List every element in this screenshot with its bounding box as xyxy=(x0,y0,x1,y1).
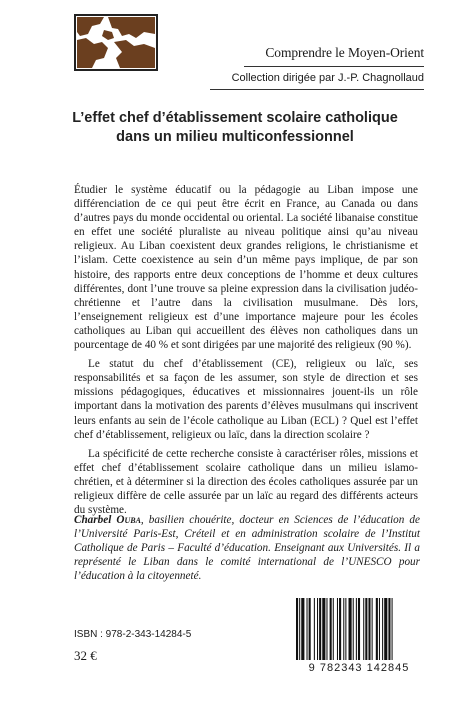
barcode-bar xyxy=(392,598,393,660)
summary-paragraph: Étudier le système éducatif ou la pédagogie au Liban impose une différenciation de ce qui peut être écrit en France, au Canada ou dans d’autres pays du monde occidental ou oriental. La société libanaise constitue en effet une société pluraliste au niveau politique ainsi qu’au niveau religieux. Au Liban coexistent deux grandes religions, le christianisme et l’islam. Cette coexistence au sein d’un même pays implique, de par son histoire, des rapports entre deux conceptions de l’homme et deux cultures différentes, dont l’une trouve sa pleine expression dans la civilisation judéo-chrétienne et l’autre dans la civilisation musulmane. Dès lors, l’enseignement religieux est d’une importance majeure pour les écoles catholiques au Liban qui accueillent des élèves non catholiques dans un pourcentage de 40 % et sont dirigées par une majorité des religieux (90 %). xyxy=(74,184,418,352)
collection-line: Collection dirigée par J.-P. Chagnollaud xyxy=(231,72,424,84)
barcode-bars xyxy=(294,598,424,662)
header-rule-top xyxy=(244,66,424,67)
barcode-bar xyxy=(388,598,390,660)
barcode-bar xyxy=(326,598,327,660)
isbn: ISBN : 978-2-343-14284-5 xyxy=(74,629,192,640)
barcode xyxy=(286,592,432,680)
barcode-bar xyxy=(333,598,334,660)
author-bio-text: , basilien chouérite, docteur en Sciences de l’éducation de l’Université Paris-Est, Créteil et en administration scolaire de l’Institut Catholique de Paris – Faculté d’éducation. Enseignant aux Universités. Il a représenté le Liban dans le comité international de l’UNESCO pour l’éducation à la citoyenneté. xyxy=(74,514,420,583)
publisher-logo xyxy=(74,14,158,71)
book-title xyxy=(30,109,440,147)
book-title-line-1: L’effet chef d’établissement scolaire catholique xyxy=(72,110,398,126)
barcode-bar xyxy=(319,598,321,660)
barcode-bar xyxy=(368,598,370,660)
barcode-bar xyxy=(296,598,298,660)
barcode-bar xyxy=(314,598,315,660)
price: 32 € xyxy=(74,648,97,663)
barcode-bar xyxy=(322,598,325,660)
barcode-bar xyxy=(372,598,373,660)
book-title-line-2: dans un milieu multiconfessionnel xyxy=(116,129,354,145)
barcode-bar xyxy=(356,598,357,660)
barcode-bar xyxy=(376,598,378,660)
barcode-bar xyxy=(309,598,311,660)
series-title: Comprendre le Moyen-Orient xyxy=(265,45,424,60)
barcode-bar xyxy=(363,598,364,660)
barcode-bar xyxy=(339,598,341,660)
barcode-bar xyxy=(301,598,304,660)
barcode-bar xyxy=(382,598,383,660)
barcode-bar xyxy=(358,598,360,660)
summary-paragraph: Le statut du chef d’établissement (CE), religieux ou laïc, ses responsabilités et sa façon de les assumer, son style de direction et ses missions pédagogiques, éducatives et missionnaires jouent-ils un rôle important dans la motivation des parents d’élèves musulmans qui inscrivent leurs enfants au sein de l’école catholique au Liban (ECL) ? Quel est l’effet chef d’établissement, religieux ou laïc, dans la direction scolaire ? xyxy=(74,358,418,441)
header-rule-bottom xyxy=(210,89,424,90)
barcode-bar xyxy=(299,598,300,660)
barcode-bar xyxy=(345,598,346,660)
barcode-bar xyxy=(384,598,387,660)
barcode-number: 9 782343 142845 xyxy=(308,662,410,674)
author-bio xyxy=(74,513,420,583)
barcode-bar xyxy=(343,598,344,660)
author-first-name: Charbel xyxy=(74,514,112,526)
barcode-bar xyxy=(379,598,380,660)
summary-paragraph: La spécificité de cette recherche consiste à caractériser rôles, missions et effet chef d’établissement scolaire catholique dans un milieu islamo-chrétien, et à déterminer si la direction des écoles catholiques assurée par un religieux diffère de celle assurée par un laïc au regard des différents acteurs du système. xyxy=(74,447,418,517)
author-name xyxy=(74,514,141,526)
summary-text xyxy=(74,183,418,522)
barcode-bar xyxy=(349,598,352,660)
author-last-name: Ouba xyxy=(116,514,141,526)
barcode-bar xyxy=(317,598,318,660)
barcode-bar xyxy=(337,598,338,660)
barcode-bar xyxy=(365,598,367,660)
barcode-bar xyxy=(353,598,354,660)
barcode-bar xyxy=(330,598,332,660)
barcode-bar xyxy=(307,598,308,660)
